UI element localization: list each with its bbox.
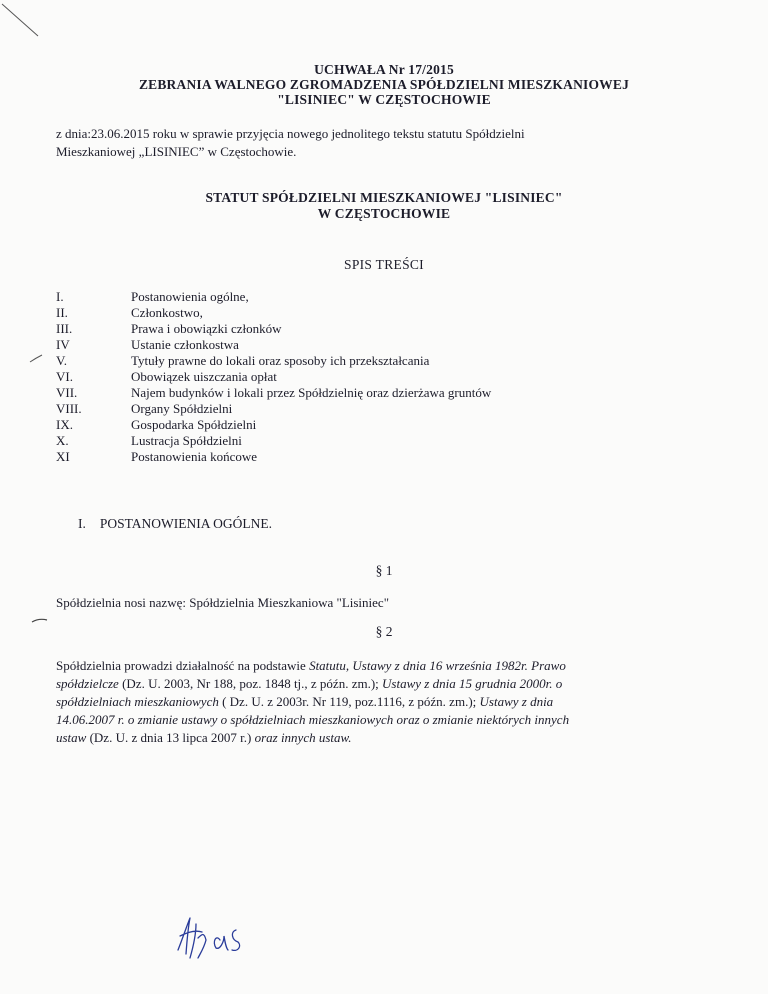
toc-item-label: Ustanie członkostwa bbox=[131, 337, 239, 352]
toc-item-label: Postanowienia ogólne, bbox=[131, 289, 249, 304]
text-run: Spółdzielnia prowadzi działalność na podstawie bbox=[56, 658, 310, 673]
toc-item-number: I. bbox=[56, 289, 64, 304]
toc-item bbox=[56, 449, 656, 466]
text-run: Ustawy z dnia 15 grudnia 2000r. o bbox=[382, 676, 563, 691]
section-heading bbox=[78, 516, 272, 532]
paragraph-2-line bbox=[56, 728, 736, 747]
paragraph-2-line bbox=[56, 674, 736, 693]
text-run: 14.06.2007 r. o zmianie ustawy o spółdzielniach mieszkaniowych oraz o zmianie niektórych innych bbox=[56, 712, 570, 727]
toc-item-label: Tytuły prawne do lokali oraz sposoby ich przekształcania bbox=[131, 353, 430, 368]
intro-line-1: z dnia:23.06.2015 roku w sprawie przyjęcia nowego jednolitego tekstu statutu Spółdzielni bbox=[56, 126, 525, 141]
toc-item-number: X. bbox=[56, 433, 69, 448]
paragraph-mark-1: § 1 bbox=[375, 563, 393, 578]
toc-item-label: Obowiązek uiszczania opłat bbox=[131, 369, 277, 384]
toc-item-label: Członkostwo, bbox=[131, 305, 203, 320]
toc-item bbox=[56, 417, 656, 434]
text-run: Ustawy z dnia bbox=[479, 694, 554, 709]
toc-item-label: Organy Spółdzielni bbox=[131, 401, 233, 416]
toc-item-label: Najem budynków i lokali przez Spółdzielnię oraz dzierżawa gruntów bbox=[131, 385, 492, 400]
text-run: Statutu, Ustawy z dnia 16 września 1982r. Prawo bbox=[309, 658, 566, 673]
toc-heading: SPIS TREŚCI bbox=[344, 257, 424, 272]
toc-item bbox=[56, 337, 656, 354]
toc-item-number: II. bbox=[56, 305, 68, 320]
toc-item-number: VI. bbox=[56, 369, 73, 384]
toc-item bbox=[56, 433, 656, 450]
text-run: oraz innych ustaw. bbox=[254, 730, 352, 745]
paragraph-mark-2: § 2 bbox=[375, 624, 393, 639]
scan-mark bbox=[0, 0, 60, 50]
cooperative-name: "LISINIEC" W CZĘSTOCHOWIE bbox=[277, 92, 491, 107]
toc-item bbox=[56, 401, 656, 418]
toc-item bbox=[56, 385, 656, 402]
paragraph-2-line bbox=[56, 710, 736, 729]
text-run: (Dz. U. 2003, Nr 188, poz. 1848 tj., z późn. zm.); bbox=[118, 676, 383, 691]
text-run: spółdzielniach mieszkaniowych bbox=[56, 694, 219, 709]
toc-item-label: Gospodarka Spółdzielni bbox=[131, 417, 257, 432]
assembly-name: ZEBRANIA WALNEGO ZGROMADZENIA SPÓŁDZIELNI MIESZKANIOWEJ bbox=[138, 77, 630, 92]
text-run: spółdzielcze bbox=[56, 676, 119, 691]
toc-item-number: VII. bbox=[56, 385, 78, 400]
text-run: ustaw bbox=[56, 730, 87, 745]
handwritten-initials bbox=[168, 910, 258, 966]
margin-tick bbox=[28, 352, 52, 366]
statute-title: STATUT SPÓŁDZIELNI MIESZKANIOWEJ "LISINIEC" bbox=[205, 190, 563, 205]
toc-item bbox=[56, 289, 656, 306]
toc-item-number: XI bbox=[56, 449, 70, 464]
toc-item-number: IV bbox=[56, 337, 70, 352]
paragraph-2-line bbox=[56, 656, 736, 675]
text-run: (Dz. U. z dnia 13 lipca 2007 r.) bbox=[86, 730, 255, 745]
toc-item bbox=[56, 305, 656, 322]
toc-item-number: VIII. bbox=[56, 401, 82, 416]
intro-line-2: Mieszkaniowej „LISINIEC” w Częstochowie. bbox=[56, 144, 297, 159]
toc-item-number: III. bbox=[56, 321, 73, 336]
toc-item bbox=[56, 353, 656, 370]
text-run: ( Dz. U. z 2003r. Nr 119, poz.1116, z późn. zm.); bbox=[218, 694, 480, 709]
toc-item-label: Prawa i obowiązki członków bbox=[131, 321, 282, 336]
toc-item-label: Postanowienia końcowe bbox=[131, 449, 258, 464]
toc-item bbox=[56, 369, 656, 386]
toc-item-number: IX. bbox=[56, 417, 73, 432]
section-title: POSTANOWIENIA OGÓLNE. bbox=[99, 516, 273, 531]
statute-subtitle: W CZĘSTOCHOWIE bbox=[317, 206, 451, 221]
resolution-title: UCHWAŁA Nr 17/2015 bbox=[314, 62, 454, 77]
toc-item-label: Lustracja Spółdzielni bbox=[131, 433, 242, 448]
paragraph-1-text: Spółdzielnia nosi nazwę: Spółdzielnia Mieszkaniowa "Lisiniec" bbox=[56, 595, 390, 610]
toc-item-number: V. bbox=[56, 353, 67, 368]
paragraph-2-line bbox=[56, 692, 736, 711]
section-number: I. bbox=[78, 516, 86, 531]
toc-item bbox=[56, 321, 656, 338]
